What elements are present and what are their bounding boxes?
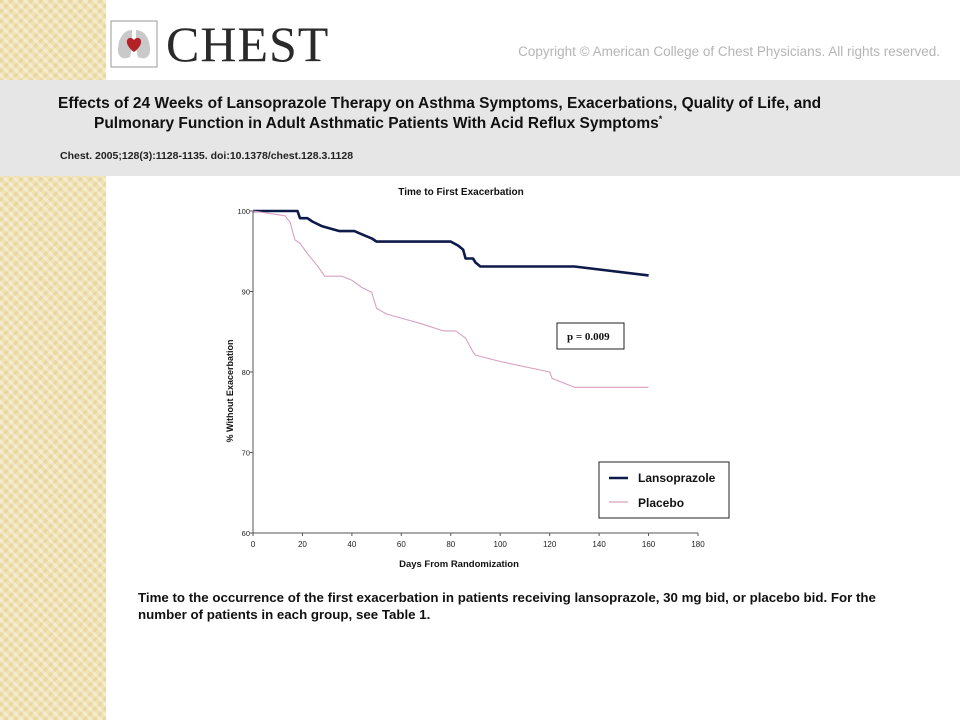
article-title-line-1: Effects of 24 Weeks of Lansoprazole Therapy on Asthma Symptoms, Exacerbations, Quality of Life, and	[58, 95, 822, 112]
article-title-text: Pulmonary Function in Adult Asthmatic Patients With Acid Reflux Symptoms	[94, 115, 659, 133]
figure-caption: Time to the occurrence of the first exacerbation in patients receiving lansoprazole, 30 mg bid, or placebo bid. For the number of patients in each group, see Table 1.	[138, 590, 876, 622]
title-footnote-marker: *	[658, 114, 663, 124]
lungs-heart-logo-icon	[110, 20, 158, 68]
x-axis-label: Days From Randomization	[399, 559, 519, 570]
logo-wordmark: CHEST	[166, 16, 330, 72]
p-value-text: p = 0.009	[567, 331, 610, 343]
y-tick-label: 90	[241, 287, 250, 297]
p-value-box	[557, 323, 624, 349]
x-tick-label: 20	[297, 540, 307, 549]
x-tick-label: 120	[542, 540, 557, 549]
x-tick-label: 0	[250, 540, 256, 549]
y-tick-label: 70	[241, 448, 250, 458]
y-tick-label: 80	[241, 368, 250, 377]
legend-label-lansoprazole: Lansoprazole	[638, 471, 716, 485]
series-line-lansoprazole	[253, 211, 649, 275]
x-tick-label: 140	[592, 540, 606, 549]
y-tick-label: 60	[241, 529, 250, 538]
x-tick-label: 180	[691, 540, 705, 549]
series-line-placebo	[253, 211, 649, 387]
copyright-notice: Copyright © American College of Chest Physicians. All rights reserved.	[518, 44, 940, 59]
chart-series	[253, 211, 649, 387]
y-tick-label: 100	[237, 207, 250, 216]
survival-chart	[200, 176, 740, 576]
chest-logo	[110, 16, 370, 72]
legend	[599, 462, 729, 518]
legend-label-placebo: Placebo	[638, 496, 685, 510]
y-axis-label: % Without Exacerbation	[225, 339, 235, 443]
x-tick-label: 80	[446, 540, 456, 549]
x-tick-label: 160	[641, 540, 656, 549]
x-tick-label: 60	[396, 540, 406, 549]
x-tick-label: 40	[347, 540, 357, 549]
article-title-line-2	[94, 114, 662, 133]
x-tick-label: 100	[493, 540, 507, 549]
chart-title: Time to First Exacerbation	[398, 187, 524, 198]
citation: Chest. 2005;128(3):1128-1135. doi:10.1378/chest.128.3.1128	[60, 150, 354, 162]
